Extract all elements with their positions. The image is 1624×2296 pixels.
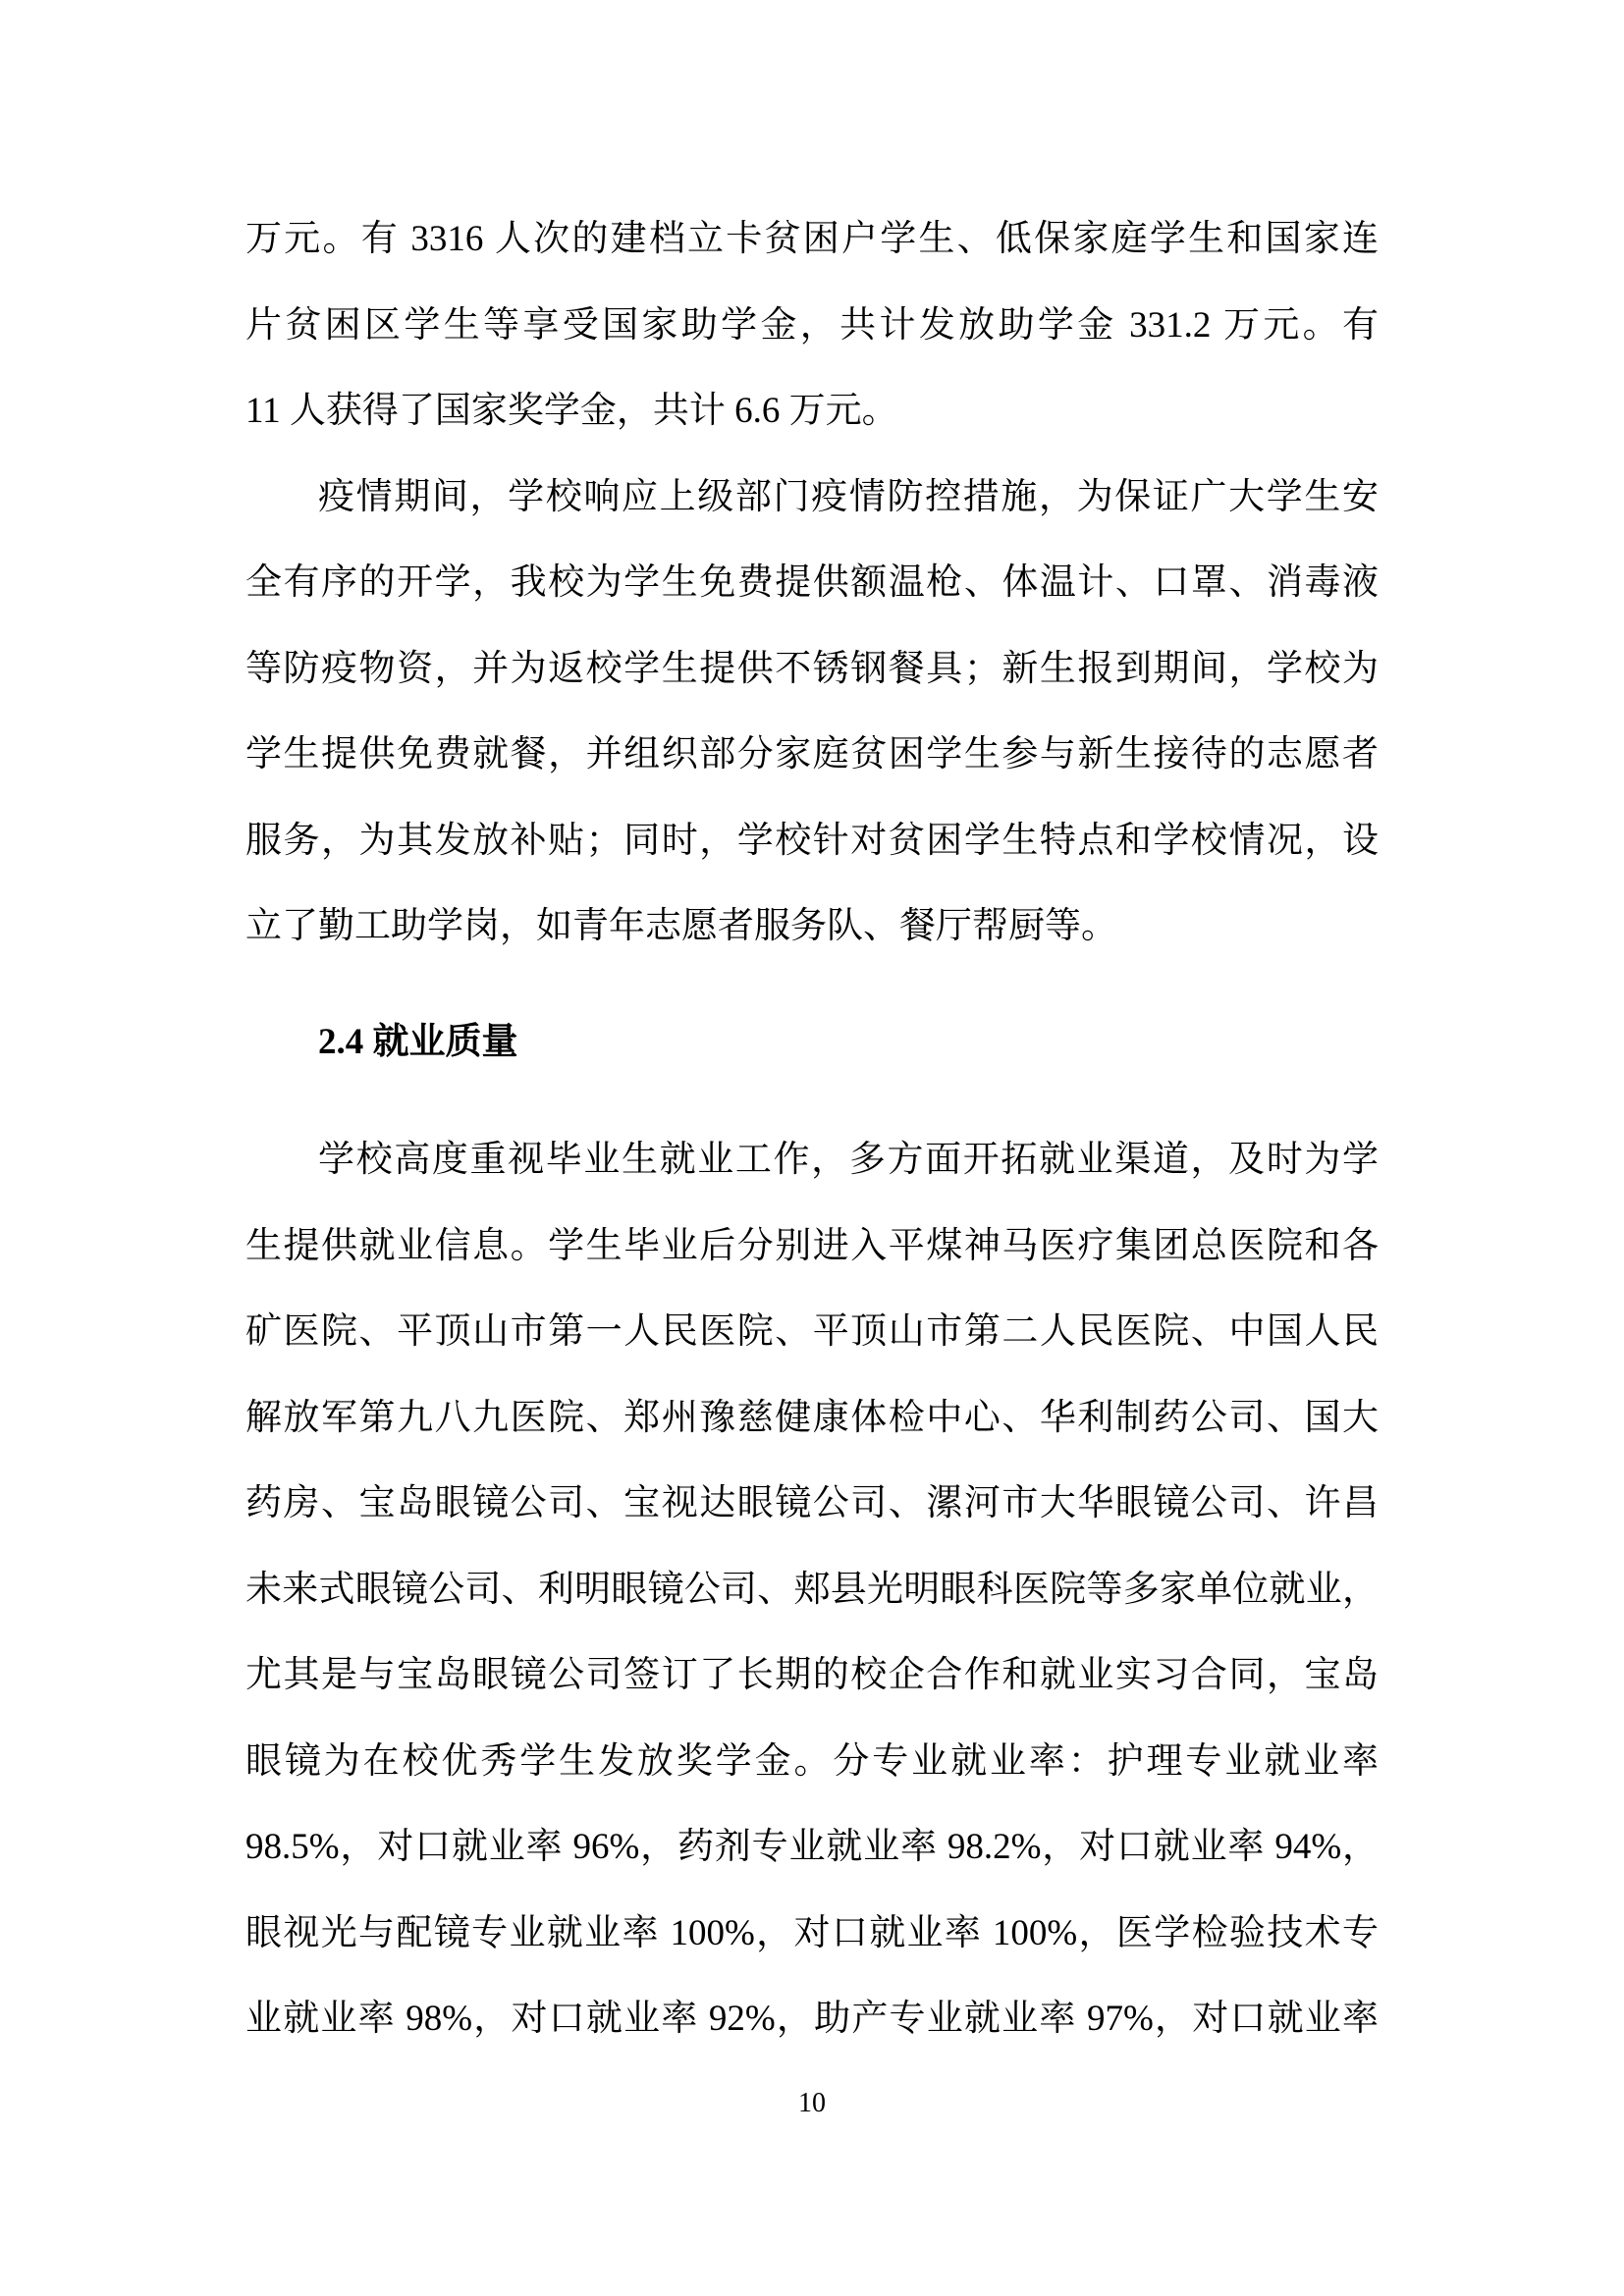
text-line: 学生提供免费就餐，并组织部分家庭贫困学生参与新生接待的志愿者 — [245, 734, 1379, 774]
text-line: 眼视光与配镜专业就业率 100%，对口就业率 100%，医学检验技术专 — [245, 1912, 1379, 1953]
text-line: 未来式眼镜公司、利明眼镜公司、郏县光明眼科医院等多家单位就业， — [245, 1569, 1379, 1610]
paragraph-employment — [245, 1117, 1379, 2062]
paragraph-epidemic — [245, 454, 1379, 970]
text-line: 疫情期间，学校响应上级部门疫情防控措施，为保证广大学生安 — [318, 476, 1379, 517]
page-number: 10 — [798, 2088, 826, 2118]
text-line: 药房、宝岛眼镜公司、宝视达眼镜公司、漯河市大华眼镜公司、许昌 — [245, 1483, 1379, 1523]
text-line: 矿医院、平顶山市第一人民医院、平顶山市第二人民医院、中国人民 — [245, 1311, 1379, 1352]
text-line: 业就业率 98%，对口就业率 92%，助产专业就业率 97%，对口就业率 — [245, 1999, 1379, 2039]
text-line: 98.5%，对口就业率 96%，药剂专业就业率 98.2%，对口就业率 94%， — [245, 1827, 1379, 1867]
text-line: 立了勤工助学岗，如青年志愿者服务队、餐厅帮厨等。 — [245, 906, 1117, 946]
text-line: 片贫困区学生等享受国家助学金，共计发放助学金 331.2 万元。有 — [245, 304, 1379, 346]
text-line: 眼镜为在校优秀学生发放奖学金。分专业就业率：护理专业就业率 — [245, 1740, 1379, 1782]
text-line: 11 人获得了国家奖学金，共计 6.6 万元。 — [245, 391, 898, 431]
text-line: 解放军第九八九医院、郑州豫慈健康体检中心、华利制药公司、国大 — [245, 1397, 1379, 1438]
section-heading-2-4: 2.4 就业质量 — [318, 1021, 518, 1062]
text-line: 等防疫物资，并为返校学生提供不锈钢餐具；新生报到期间，学校为 — [245, 648, 1379, 689]
text-line: 万元。有 3316 人次的建档立卡贫困户学生、低保家庭学生和国家连 — [245, 219, 1379, 259]
text-line: 全有序的开学，我校为学生免费提供额温枪、体温计、口罩、消毒液 — [245, 562, 1379, 603]
text-line: 尤其是与宝岛眼镜公司签订了长期的校企合作和就业实习合同，宝岛 — [245, 1655, 1379, 1695]
document-body — [245, 196, 1379, 2062]
paragraph-scholarship — [245, 196, 1379, 454]
text-line: 生提供就业信息。学生毕业后分别进入平煤神马医疗集团总医院和各 — [245, 1225, 1379, 1266]
text-line: 学校高度重视毕业生就业工作，多方面开拓就业渠道，及时为学 — [318, 1140, 1379, 1180]
text-line: 服务，为其发放补贴；同时，学校针对贫困学生特点和学校情况，设 — [245, 820, 1379, 861]
